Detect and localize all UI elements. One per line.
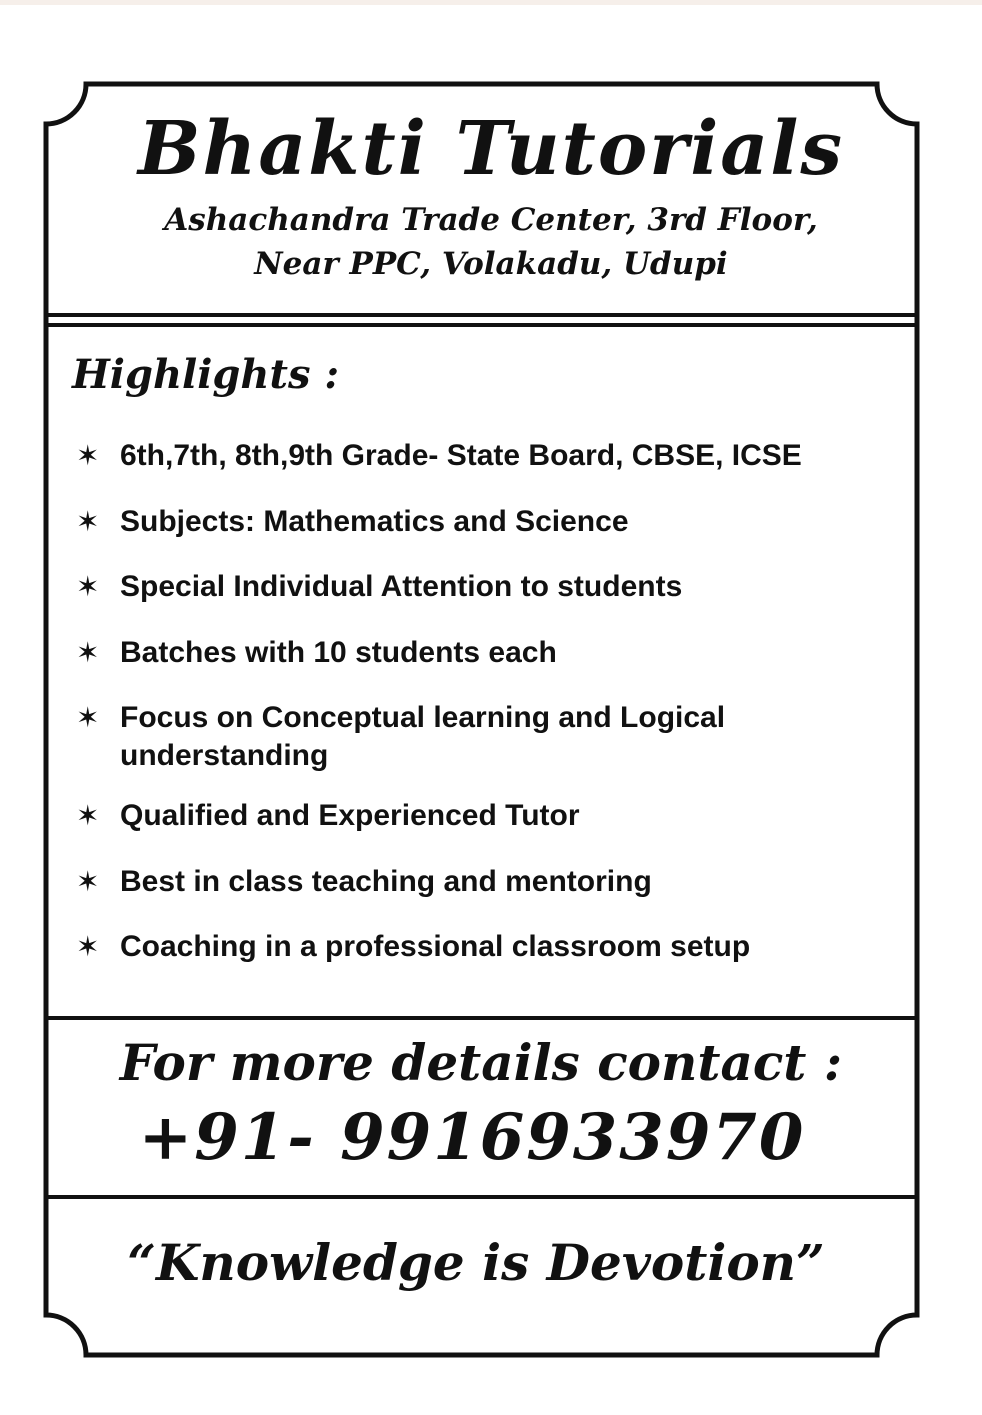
six-pointed-star-icon: ✶ xyxy=(76,865,100,898)
list-item-text: Subjects: Mathematics and Science xyxy=(120,505,629,538)
address-line-2: Near PPC, Volakadu, Udupi xyxy=(254,246,728,282)
list-item xyxy=(76,634,876,672)
list-item-text: 6th,7th, 8th,9th Grade- State Board, CBSE, ICSE xyxy=(120,439,802,472)
page-title: Bhakti Tutorials xyxy=(137,106,845,192)
list-item-text: Best in class teaching and mentoring xyxy=(120,865,652,898)
list-item-text: Special Individual Attention to students xyxy=(120,570,683,603)
six-pointed-star-icon: ✶ xyxy=(76,439,100,472)
contact-phone-number: +91- 9916933970 xyxy=(138,1100,806,1175)
list-item xyxy=(76,928,876,966)
six-pointed-star-icon: ✶ xyxy=(76,930,100,963)
six-pointed-star-icon: ✶ xyxy=(76,505,100,538)
list-item xyxy=(76,568,876,606)
list-item-text: Focus on Conceptual learning and Logical understanding xyxy=(120,701,726,772)
list-item-text: Coaching in a professional classroom setup xyxy=(120,930,751,963)
list-item xyxy=(76,797,876,835)
contact-label: For more details contact : xyxy=(119,1033,843,1092)
list-item xyxy=(76,437,876,475)
six-pointed-star-icon: ✶ xyxy=(76,636,100,669)
list-item-text: Qualified and Experienced Tutor xyxy=(120,799,580,832)
six-pointed-star-icon: ✶ xyxy=(76,701,100,734)
list-item xyxy=(76,503,876,541)
list-item xyxy=(76,699,796,775)
address-line-1: Ashachandra Trade Center, 3rd Floor, xyxy=(164,202,818,238)
six-pointed-star-icon: ✶ xyxy=(76,570,100,603)
list-item xyxy=(76,863,876,901)
motto-quote: “Knowledge is Devotion” xyxy=(127,1233,825,1292)
highlights-heading: Highlights : xyxy=(72,351,340,398)
list-item-text: Batches with 10 students each xyxy=(120,636,557,669)
six-pointed-star-icon: ✶ xyxy=(76,799,100,832)
